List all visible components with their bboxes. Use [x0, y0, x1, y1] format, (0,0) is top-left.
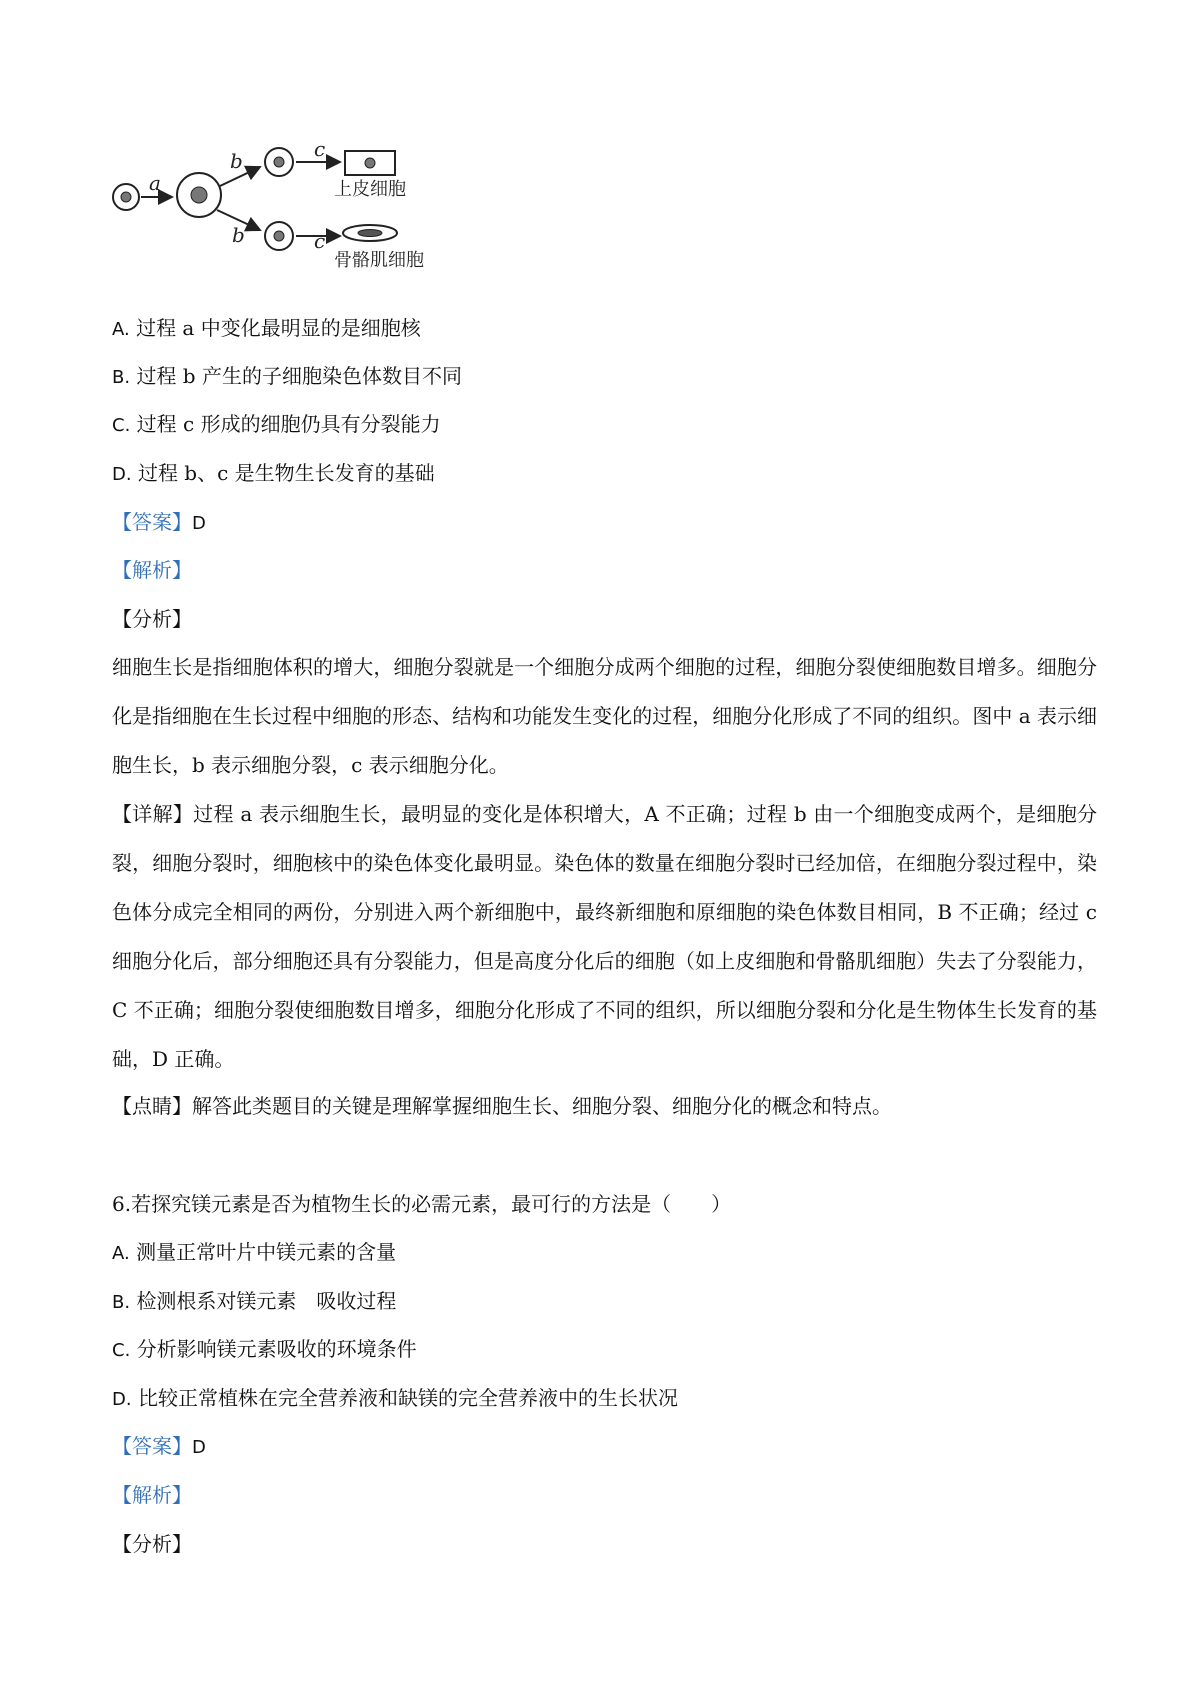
- label-c-top: c: [314, 137, 326, 161]
- q5-analysis-tag: 【解析】: [112, 558, 192, 582]
- xiangjie-tag: 【详解】: [112, 802, 194, 826]
- option-letter: C.: [112, 415, 131, 436]
- q5-option-d: [112, 459, 435, 489]
- label-b-top: b: [230, 149, 243, 173]
- original-cell: [113, 184, 139, 210]
- option-text: 检测根系对镁元素 吸收过程: [136, 1289, 397, 1313]
- q5-dianjing: [112, 1082, 1097, 1131]
- q6-option-b: [112, 1287, 396, 1317]
- option-text: 比较正常植株在完全营养液和缺镁的完全营养液中的生长状况: [137, 1386, 678, 1410]
- q5-xiangjie: [112, 790, 1097, 1084]
- xiangjie-text: 过程 a 表示细胞生长，最明显的变化是体积增大，A 不正确；过程 b 由一个细胞变成两个，是细胞分裂，细胞分裂时，细胞核中的染色体变化最明显。染色体的数量在细胞分裂时已经加倍，在细胞分裂过程中，染色体分成完全相同的两份，分别进入两个新细胞中，最终新细胞和原细胞的染色体数目相同，B 不正确；经过 c 细胞分化后，部分细胞还具有分裂能力，但是高度分化后的细胞（如上皮细胞和骨骼肌细胞）失去了分裂能力，C 不正确；细胞分裂使细胞数目增多，细胞分化形成了不同的组织，所以细胞分裂和分化是生物体生长发育的基础，D 正确。: [112, 802, 1097, 1071]
- caption-skeletal-muscle: 骨骼肌细胞: [334, 250, 424, 271]
- label-c-bottom: c: [314, 229, 326, 253]
- q6-option-d: [112, 1384, 678, 1414]
- q6-option-c: [112, 1335, 417, 1365]
- answer-tag: 【答案】: [112, 510, 192, 534]
- q5-option-b: [112, 362, 462, 392]
- option-letter: B.: [112, 367, 131, 388]
- option-letter: C.: [112, 1340, 131, 1361]
- q5-answer: [112, 508, 206, 538]
- option-text: 过程 c 形成的细胞仍具有分裂能力: [136, 412, 441, 436]
- label-b-bottom: b: [232, 223, 245, 247]
- option-letter: B.: [112, 1292, 131, 1313]
- label-a: a: [149, 171, 161, 195]
- caption-epithelial: 上皮细胞: [334, 179, 406, 200]
- q6-analysis-tag: 【解析】: [112, 1483, 192, 1507]
- option-letter: D.: [112, 1389, 132, 1410]
- q6-option-a: [112, 1238, 396, 1268]
- option-text: 测量正常叶片中镁元素的含量: [136, 1240, 397, 1264]
- option-letter: A.: [112, 319, 130, 340]
- answer-value: D: [192, 1437, 206, 1458]
- epithelial-cell: [345, 151, 395, 175]
- option-text: 过程 b、c 是生物生长发育的基础: [137, 461, 435, 485]
- skeletal-muscle-cell: [343, 225, 397, 241]
- option-letter: D.: [112, 464, 132, 485]
- option-text: 分析影响镁元素吸收的环境条件: [136, 1337, 417, 1361]
- cell-differentiation-diagram: [112, 137, 482, 300]
- option-text: 过程 b 产生的子细胞染色体数目不同: [136, 364, 462, 388]
- q5-option-a: [112, 314, 421, 344]
- option-text: 过程 a 中变化最明显的是细胞核: [136, 316, 421, 340]
- daughter-cell-top: [265, 148, 293, 176]
- dianjing-tag: 【点睛】: [112, 1094, 192, 1118]
- daughter-cell-bottom: [265, 222, 293, 250]
- q6-stem: 6.若探究镁元素是否为植物生长的必需元素，最可行的方法是（ ）: [112, 1192, 732, 1216]
- q5-option-c: [112, 410, 441, 440]
- q5-fenxi-text: 细胞生长是指细胞体积的增大，细胞分裂就是一个细胞分成两个细胞的过程，细胞分裂使细胞数目增多。细胞分化是指细胞在生长过程中细胞的形态、结构和功能发生变化的过程，细胞分化形成了不同的组织。图中 a 表示细胞生长，b 表示细胞分裂，c 表示细胞分化。: [112, 655, 1097, 777]
- q5-fenxi-tag: 【分析】: [112, 607, 192, 631]
- q6-fenxi-tag: 【分析】: [112, 1532, 192, 1556]
- q6-answer: [112, 1432, 206, 1462]
- grown-cell: [177, 173, 221, 217]
- answer-value: D: [192, 513, 206, 534]
- dianjing-text: 解答此类题目的关键是理解掌握细胞生长、细胞分裂、细胞分化的概念和特点。: [192, 1094, 892, 1118]
- option-letter: A.: [112, 1243, 130, 1264]
- answer-tag: 【答案】: [112, 1434, 192, 1458]
